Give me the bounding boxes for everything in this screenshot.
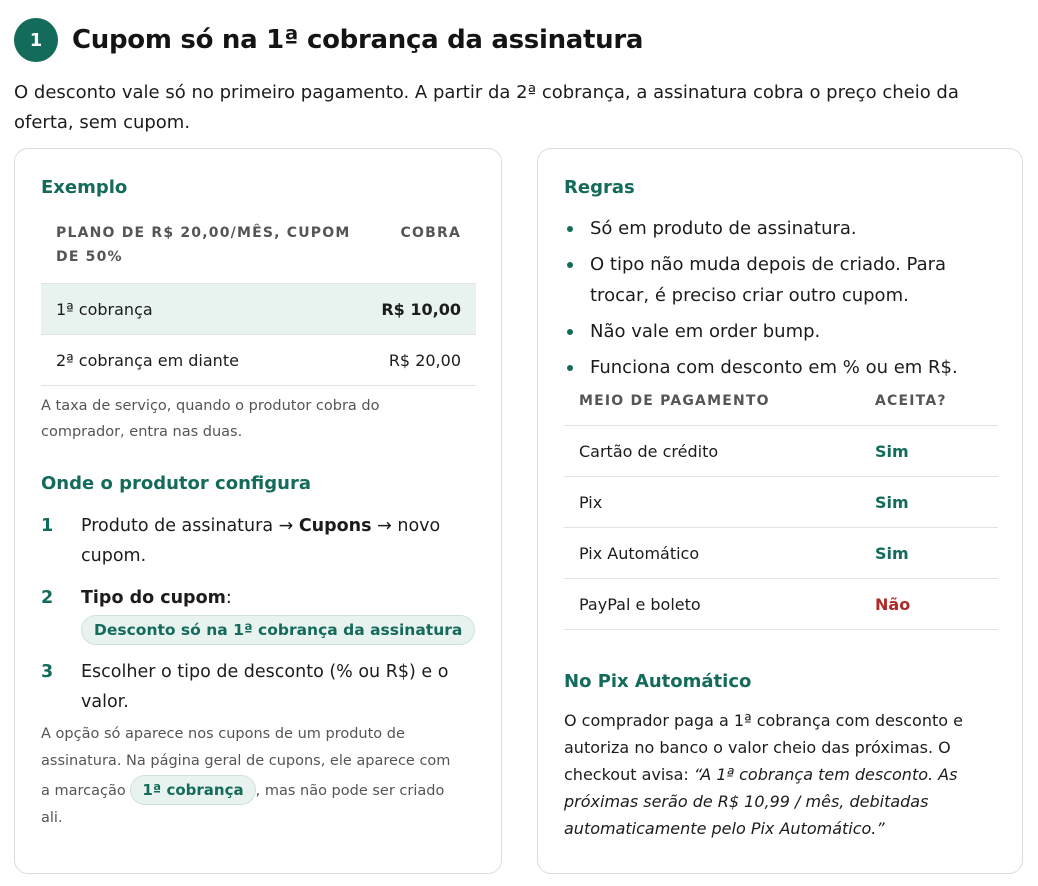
config-step-1 [41, 511, 481, 571]
config-note [41, 721, 461, 832]
row-label: 1ª cobrança [56, 299, 153, 319]
method-cell: Pix Automático [579, 543, 700, 563]
step-number: 1 [41, 516, 54, 536]
list-item: Só em produto de assinatura. [564, 213, 1004, 244]
example-table-header [41, 221, 476, 284]
step-text: Escolher o tipo de desconto (% ou R$) e o valor. [81, 662, 449, 712]
row-value: R$ 10,00 [381, 299, 461, 319]
config-step-3 [41, 657, 481, 717]
pix-title: No Pix Automático [564, 671, 752, 692]
step-text-bold: Tipo do cupom [81, 588, 226, 608]
list-item: O tipo não muda depois de criado. Para trocar, é preciso criar outro cupom. [564, 249, 1004, 311]
step-text [81, 583, 475, 645]
example-table [41, 221, 476, 386]
table-row [41, 335, 476, 386]
step-number: 3 [41, 662, 54, 682]
rules-list [564, 213, 1004, 388]
accepts-cell: Sim [875, 543, 909, 563]
table-row [41, 284, 476, 335]
col-charge-header: COBRA [400, 225, 461, 241]
row-label: 2ª cobrança em diante [56, 350, 239, 370]
accepts-cell: Sim [875, 492, 909, 512]
page-header [14, 18, 643, 62]
list-item: Funciona com desconto em % ou em R$. [564, 352, 1004, 383]
step-text [81, 511, 481, 571]
page-title: Cupom só na 1ª cobrança da assinatura [72, 25, 644, 55]
step-number-badge: 1 [14, 18, 58, 62]
step-text-prefix: Produto de assinatura → [81, 516, 299, 536]
pix-description [564, 707, 994, 842]
pix-quote: “A 1ª cobrança tem desconto. As próximas serão de R$ 10,99 / mês, debitadas automaticamente pelo Pix Automático.” [564, 765, 958, 838]
example-note: A taxa de serviço, quando o produtor cobra do comprador, entra nas duas. [41, 398, 380, 440]
config-note-text-end: , mas não pode ser criado ali. [41, 783, 445, 826]
payment-table-header [564, 389, 998, 426]
rules-title: Regras [564, 177, 635, 198]
config-note-text: A opção só aparece nos cupons de um produto de assinatura. Na página geral de cupons, ele aparece com a marcação [41, 726, 451, 799]
col-accepts-header: ACEITA? [875, 393, 947, 409]
example-title: Exemplo [41, 177, 128, 198]
list-item: Não vale em order bump. [564, 316, 1004, 347]
accepts-cell: Não [875, 594, 911, 614]
first-charge-pill: 1ª cobrança [130, 775, 255, 805]
col-method-header: MEIO DE PAGAMENTO [579, 393, 770, 409]
row-value: R$ 20,00 [388, 350, 461, 370]
method-cell: Pix [579, 492, 603, 512]
config-steps [41, 511, 481, 717]
table-row [564, 528, 998, 579]
intro-text: O desconto vale só no primeiro pagamento. A partir da 2ª cobrança, a assinatura cobra o preço cheio da oferta, sem cupom. [14, 82, 959, 133]
step-text-suffix: : [225, 588, 232, 608]
step-text-suffix: → novo cupom. [81, 516, 441, 566]
example-card [14, 148, 502, 874]
rules-card [537, 148, 1023, 874]
pix-text: O comprador paga a 1ª cobrança com desconto e autoriza no banco o valor cheio das próximas. O checkout avisa: [564, 711, 963, 784]
col-plan-header: PLANO DE R$ 20,00/MÊS, CUPOM DE 50% [56, 225, 351, 265]
payment-table [564, 389, 998, 630]
table-row [564, 426, 998, 477]
config-title: Onde o produtor configura [41, 473, 311, 494]
step-text-bold: Cupons [298, 516, 372, 536]
step-number: 2 [41, 588, 54, 608]
method-cell: PayPal e boleto [579, 594, 701, 614]
table-row [564, 579, 998, 630]
table-row [564, 477, 998, 528]
config-step-2 [41, 583, 481, 645]
accepts-cell: Sim [875, 441, 909, 461]
method-cell: Cartão de crédito [579, 441, 719, 461]
coupon-type-pill: Desconto só na 1ª cobrança da assinatura [81, 615, 475, 645]
